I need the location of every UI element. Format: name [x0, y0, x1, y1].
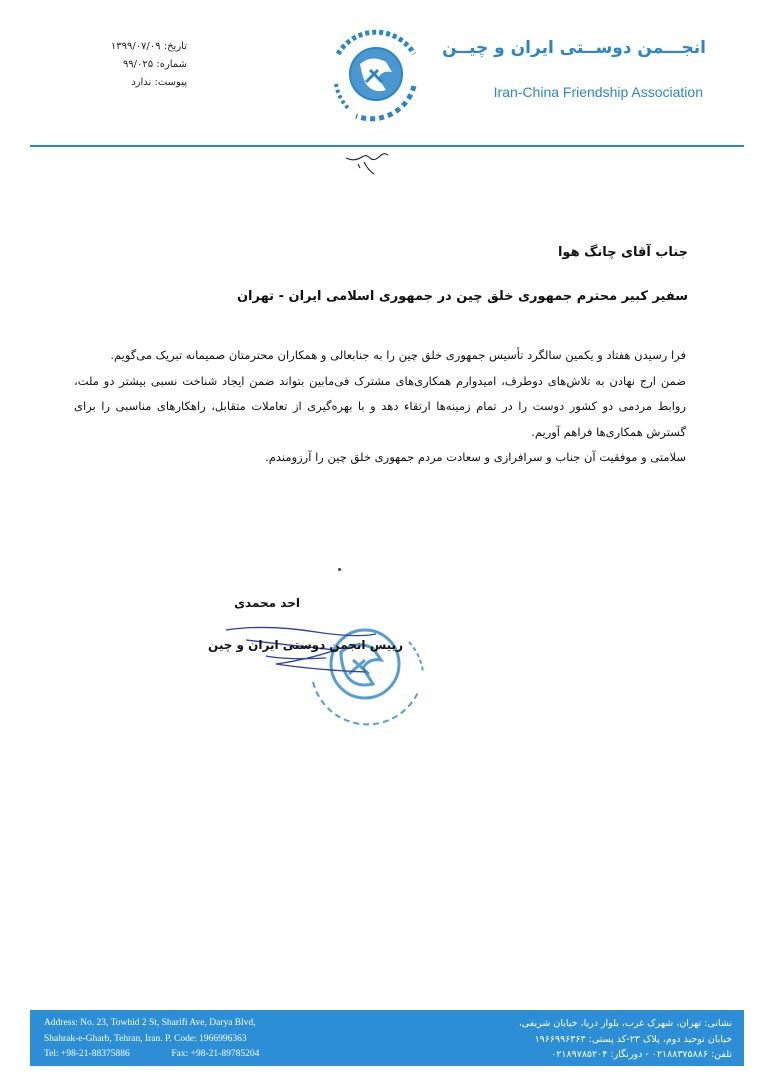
organization-name-fa: انجـــمن دوســتی ایران و چیــن	[442, 38, 706, 58]
signer-name: احد محمدی	[234, 596, 300, 610]
footer-tel-en: Tel: +98-21-88375886	[44, 1049, 130, 1059]
association-logo-icon	[326, 24, 426, 128]
letter-meta	[95, 38, 187, 92]
footer-fax-en: Fax: +98-21-89785204	[171, 1049, 260, 1059]
footer-address-fa-line-1: نشانی: تهران، شهرک غرب، بلوار دریا، خیابان شریفی،	[518, 1018, 732, 1029]
body-paragraph-3: سلامتی و موفقیت آن جناب و سرافرازی و سعادت مردم جمهوری خلق چین را آرزومندم.	[265, 450, 686, 464]
footer-address-fa-line-2: خیابان توحید دوم، پلاک ۲۳-کد پستی: ۱۹۶۶۹۹۶۳۶۳	[534, 1033, 732, 1045]
signer-title: رییس انجمن دوستی ایران و چین	[208, 638, 403, 652]
organization-name-en: Iran-China Friendship Association	[493, 84, 703, 100]
footer-bar	[30, 1010, 744, 1066]
initial-mark-icon	[344, 148, 390, 176]
date-line: تاریخ: ۱۳۹۹/۰۷/۰۹	[110, 41, 187, 52]
recipient-title: سفیر کبیر محترم جمهوری خلق چین در جمهوری اسلامی ایران - تهران	[236, 289, 688, 304]
handwritten-signature-icon	[206, 620, 386, 690]
header-divider	[30, 145, 744, 147]
letter-body	[74, 343, 686, 471]
footer-contact-fa	[492, 1016, 732, 1063]
salutation: جناب آقای چانگ هوا	[557, 245, 688, 260]
attachment-line: پیوست: ندارد	[131, 77, 187, 88]
footer-contact-en	[44, 1016, 259, 1063]
footer-address-en-line-1: Address: No. 23, Towhid 2 St, Sharifi Ave, Darya Blvd,	[44, 1018, 256, 1028]
ink-dot	[338, 568, 341, 571]
footer-address-en-line-2: Shahrak-e-Gharb, Tehran, Iran. P. Code: 1966996363	[44, 1033, 247, 1044]
footer-tel-fa: تلفن: ۰۲۱۸۸۳۷۵۸۸۶ - دورنگار: ۰۲۱۸۹۷۸۵۲۰۴	[551, 1049, 732, 1060]
number-line: شماره: ۹۹/۰۲۵	[122, 59, 187, 70]
body-paragraph-1: فرا رسیدن هفتاد و یکمین سالگرد تأسیس جمهوری خلق چین را به جنابعالی و همکاران محترمتان صمیمانه تبریک می‌گویم.	[110, 348, 686, 362]
body-paragraph-2: ضمن ارج نهادن به تلاش‌های دوطرف، امیدوارم همکاری‌های مشترک فی‌مابین بتواند ضمن ایجاد شناخت نسبی بیشتر دو ملت، روابط مردمی دو کشور دوست را در تمام زمینه‌ها ارتقاء دهد و با بهره‌گیری از تعاملات متقابل، راهکارهای مناسبی را برای گسترش همکاری‌ها فراهم آوریم.	[74, 373, 686, 439]
